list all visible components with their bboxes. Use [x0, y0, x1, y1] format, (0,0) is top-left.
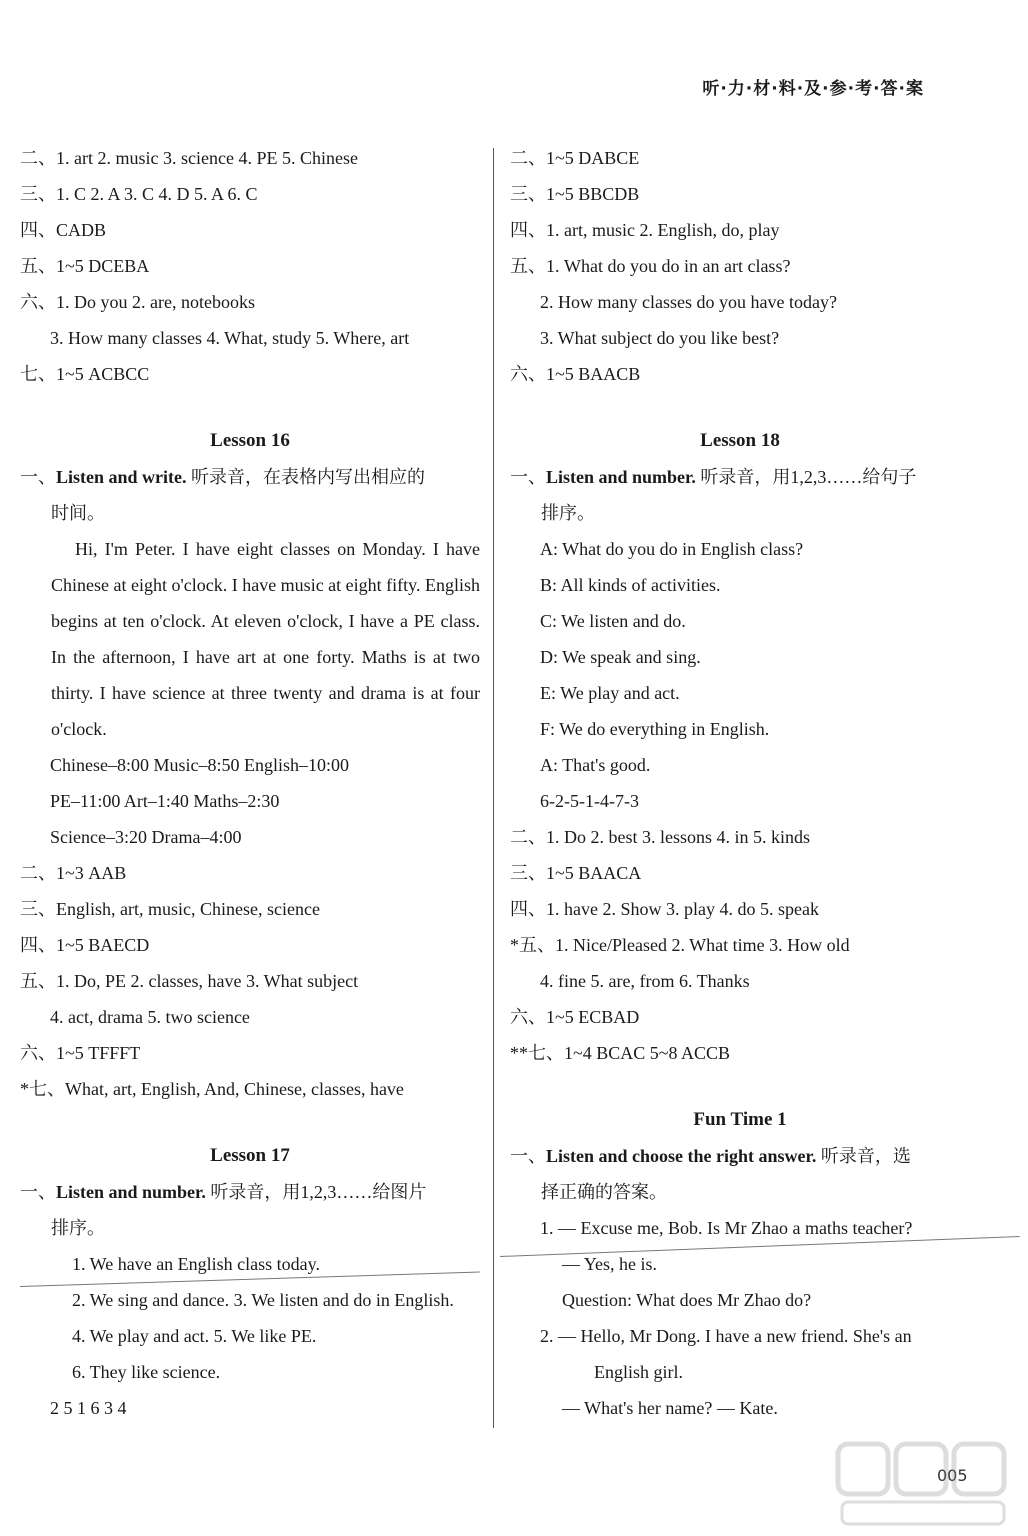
dialogue-line: A: That's good.	[540, 755, 651, 775]
answer-line: 六、1~5 BAACB	[510, 364, 641, 384]
answer-line: 六、1~5 ECBAD	[510, 1007, 640, 1027]
answer-line: 二、1. Do 2. best 3. lessons 4. in 5. kinds	[510, 827, 811, 847]
answer-line: 四、1. have 2. Show 3. play 4. do 5. speak	[510, 899, 819, 919]
time-line: PE–11:00 Art–1:40 Maths–2:30	[50, 791, 280, 811]
lesson-17-title: Lesson 17	[210, 1145, 290, 1166]
answer-line: 3. What subject do you like best?	[540, 328, 780, 348]
answer-line: **七、1~4 BCAC 5~8 ACCB	[510, 1043, 731, 1063]
page-header: 听·力·材·料·及·参·考·答·案	[702, 79, 924, 99]
lesson-18-title: Lesson 18	[700, 430, 780, 451]
dialogue-line: E: We play and act.	[540, 683, 680, 703]
answer-line: 四、1~5 BAECD	[20, 935, 150, 955]
answer-line: 2 5 1 6 3 4	[50, 1398, 127, 1418]
answer-line: 二、1~3 AAB	[20, 863, 127, 883]
answer-line: 3. How many classes 4. What, study 5. Where, art	[50, 328, 410, 348]
answer-line: 二、1. art 2. music 3. science 4. PE 5. Chinese	[20, 148, 358, 168]
page-number: 005	[937, 1466, 968, 1485]
question-line: — What's her name? — Kate.	[562, 1398, 778, 1418]
answer-line: *五、1. Nice/Pleased 2. What time 3. How old	[510, 935, 850, 955]
question-line: 1. — Excuse me, Bob. Is Mr Zhao a maths teacher?	[540, 1218, 913, 1238]
answer-line: 三、1~5 BAACA	[510, 863, 642, 883]
right-column	[510, 140, 970, 1426]
answer-line: 四、CADB	[20, 220, 107, 240]
answer-line: 六、1~5 TFFFT	[20, 1043, 141, 1063]
time-line: Science–3:20 Drama–4:00	[50, 827, 242, 847]
lesson-18-instruction: 一、Listen and number. 听录音，用1,2,3……给句子 排序。	[510, 467, 917, 523]
dialogue-line: D: We speak and sing.	[540, 647, 701, 667]
lesson-16-title: Lesson 16	[210, 430, 290, 451]
dialogue-line: F: We do everything in English.	[540, 719, 770, 739]
column-divider	[493, 148, 494, 1428]
answer-line: 4. act, drama 5. two science	[50, 1007, 250, 1027]
dialogue-line: C: We listen and do.	[540, 611, 686, 631]
lesson-16-passage: Hi, I'm Peter. I have eight classes on Monday. I have Chinese at eight o'clock. I have music at eight fifty. English begins at ten o'clock. At eleven o'clock, I have a PE class. In the afternoon, I have art at one forty. Maths is at two thirty. I have science at three twenty and drama is at four o'clock.	[51, 539, 480, 739]
fun-time-instruction: 一、Listen and choose the right answer. 听录音，选 择正确的答案。	[510, 1146, 911, 1202]
sentence-line: 2. We sing and dance. 3. We listen and do in English.	[72, 1290, 454, 1310]
answer-line: 七、1~5 ACBCC	[20, 364, 150, 384]
answer-line: 五、1~5 DCEBA	[20, 256, 150, 276]
lesson-17-instruction: 一、Listen and number. 听录音，用1,2,3……给图片 排序。	[20, 1182, 427, 1238]
answer-line: 二、1~5 DABCE	[510, 148, 640, 168]
answer-line: 六、1. Do you 2. are, notebooks	[20, 292, 255, 312]
sentence-line: 1. We have an English class today.	[72, 1254, 320, 1274]
answer-line: 五、1. Do, PE 2. classes, have 3. What subject	[20, 971, 359, 991]
watermark-logo	[832, 1438, 1012, 1530]
time-line: Chinese–8:00 Music–8:50 English–10:00	[50, 755, 349, 775]
question-line: 2. — Hello, Mr Dong. I have a new friend. She's an	[540, 1326, 912, 1346]
answer-line: 三、1. C 2. A 3. C 4. D 5. A 6. C	[20, 184, 258, 204]
question-line: Question: What does Mr Zhao do?	[562, 1290, 812, 1310]
question-line: English girl.	[594, 1362, 683, 1382]
lesson-16-instruction: 一、Listen and write. 听录音，在表格内写出相应的 时间。	[20, 467, 425, 523]
dialogue-line: A: What do you do in English class?	[540, 539, 804, 559]
answer-line: *七、What, art, English, And, Chinese, classes, have	[20, 1079, 404, 1099]
answer-line: 三、1~5 BBCDB	[510, 184, 640, 204]
answer-line: 4. fine 5. are, from 6. Thanks	[540, 971, 750, 991]
answer-line: 2. How many classes do you have today?	[540, 292, 837, 312]
left-column	[20, 140, 480, 1426]
sentence-line: 4. We play and act. 5. We like PE.	[72, 1326, 317, 1346]
answer-line: 四、1. art, music 2. English, do, play	[510, 220, 780, 240]
answer-line: 五、1. What do you do in an art class?	[510, 256, 791, 276]
fun-time-title: Fun Time 1	[693, 1109, 787, 1130]
answer-line: 三、English, art, music, Chinese, science	[20, 899, 320, 919]
dialogue-line: B: All kinds of activities.	[540, 575, 721, 595]
sentence-line: 6. They like science.	[72, 1362, 221, 1382]
question-line: — Yes, he is.	[562, 1254, 658, 1274]
answer-line: 6-2-5-1-4-7-3	[540, 791, 639, 811]
